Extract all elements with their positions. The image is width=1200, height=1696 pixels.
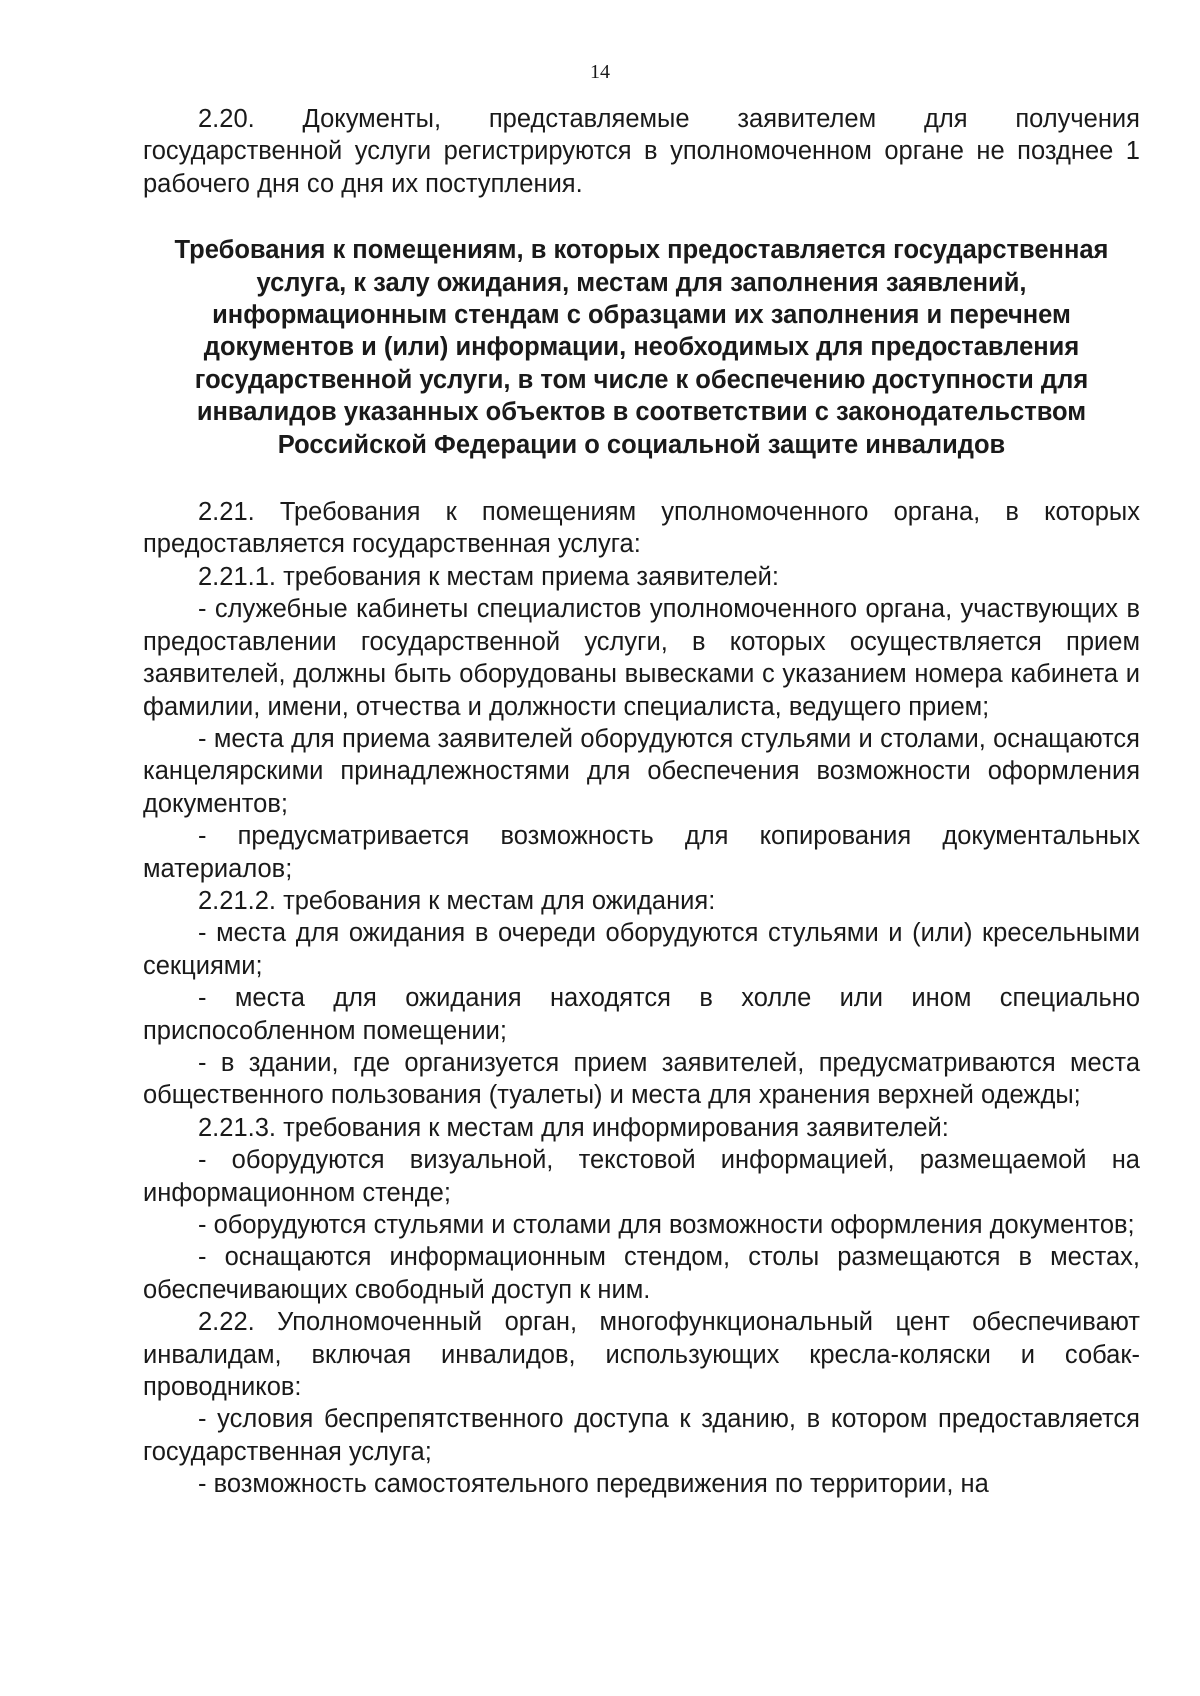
paragraph: 2.21. Требования к помещениям уполномоченного органа, в которых предоставляется государственная услуга: <box>143 498 1140 559</box>
paragraph: - места для ожидания находятся в холле или ином специально приспособленном помещении; <box>143 984 1140 1045</box>
paragraph: 2.21.1. требования к местам приема заявителей: <box>198 562 779 591</box>
page-number: 14 <box>590 61 610 83</box>
paragraph: - условия беспрепятственного доступа к зданию, в котором предоставляется государственная услуга; <box>143 1405 1140 1466</box>
paragraph: - оборудуются визуальной, текстовой информацией, размещаемой на информационном стенде; <box>143 1146 1140 1207</box>
paragraph: - предусматривается возможность для копирования документальных материалов; <box>143 822 1140 883</box>
paragraph: - места для приема заявителей оборудуются стульями и столами, оснащаются канцелярскими принадлежностями для обеспечения возможности оформления документов; <box>143 724 1140 818</box>
paragraph: - места для ожидания в очереди оборудуются стульями и (или) кресельными секциями; <box>143 919 1140 980</box>
paragraph: - служебные кабинеты специалистов уполномоченного органа, участвующих в предоставлении государственной услуги, в которых осуществляется прием заявителей, должны быть оборудованы вывесками с указанием номера кабинета и фамилии, имени, отчества и должности специалиста, ведущего прием; <box>143 595 1140 721</box>
paragraph: - в здании, где организуется прием заявителей, предусматриваются места общественного пользования (туалеты) и места для хранения верхней одежды; <box>143 1048 1140 1110</box>
document-body <box>143 103 1140 1501</box>
paragraph-2-20: 2.20. Документы, представляемые заявителем для получения государственной услуги регистрируются в уполномоченном органе не позднее 1 рабочего дня со дня их поступления. <box>143 105 1140 198</box>
paragraph: - возможность самостоятельного передвижения по территории, на <box>198 1470 989 1499</box>
section-heading: Требования к помещениям, в которых предоставляется государственная услуга, к залу ожидания, местам для заполнения заявлений, информационным стендам с образцами их заполнения и перечнем документов и (или) информации, необходимых для предоставления государственной услуги, в том числе к обеспечению доступности для инвалидов указанных объектов в соответствии с законодательством Российской Федерации о социальной защите инвалидов <box>174 236 1109 459</box>
paragraph: 2.21.2. требования к местам для ожидания: <box>198 886 716 915</box>
paragraph: - оборудуются стульями и столами для возможности оформления документов; <box>198 1211 1135 1239</box>
paragraph: 2.21.3. требования к местам для информирования заявителей: <box>198 1113 949 1142</box>
paragraph: 2.22. Уполномоченный орган, многофункциональный цент обеспечивают инвалидам, включая инвалидов, использующих кресла-коляски и собак-проводников: <box>143 1308 1140 1402</box>
paragraph: - оснащаются информационным стендом, столы размещаются в местах, обеспечивающих свободный доступ к ним. <box>143 1243 1140 1304</box>
